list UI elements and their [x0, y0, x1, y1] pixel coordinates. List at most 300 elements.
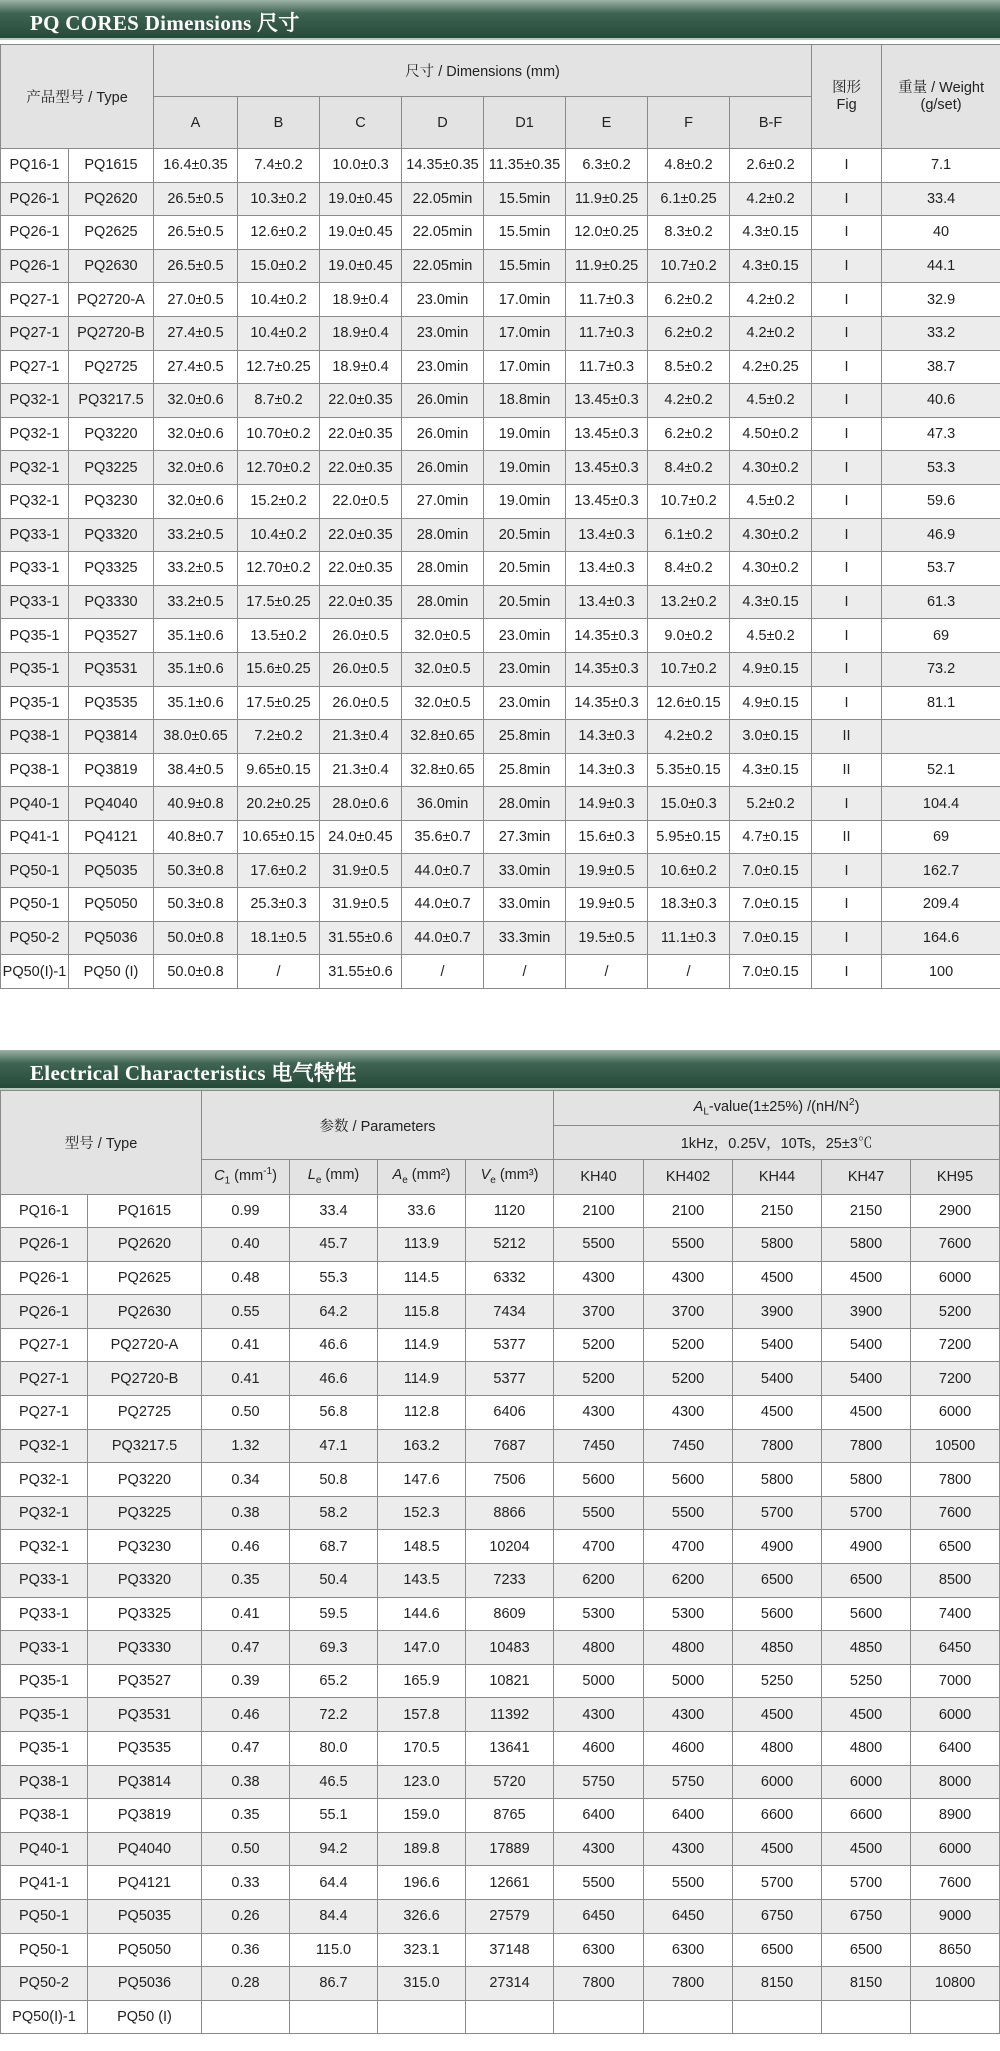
dim-header-fig-line2: Fig: [836, 96, 857, 113]
ve-cell: 6332: [466, 1261, 554, 1295]
kh47-cell: 6500: [822, 1933, 911, 1967]
d1-cell: 15.5min: [484, 216, 566, 250]
part-number-cell: PQ41-1: [1, 1866, 88, 1900]
table-row: [1, 1967, 1000, 2001]
table-row: [1, 619, 1000, 653]
kh95-cell: 6000: [911, 1396, 1000, 1430]
type-cell: PQ50 (I): [69, 955, 154, 989]
ae-cell: 143.5: [378, 1564, 466, 1598]
c1-cell: 0.55: [202, 1295, 290, 1329]
weight-cell: 209.4: [882, 888, 1000, 922]
c-cell: 31.9±0.5: [320, 888, 402, 922]
table-row: [1, 753, 1000, 787]
d1-cell: 20.5min: [484, 552, 566, 586]
a-cell: 40.8±0.7: [154, 820, 238, 854]
elec-col-ae: [378, 1160, 466, 1195]
c1-cell: 0.35: [202, 1564, 290, 1598]
b-cell: 12.70±0.2: [238, 451, 320, 485]
d1-cell: 20.5min: [484, 518, 566, 552]
c1-cell: 0.50: [202, 1396, 290, 1430]
e-cell: 11.9±0.25: [566, 249, 648, 283]
c-cell: 31.55±0.6: [320, 921, 402, 955]
type-cell: PQ50 (I): [88, 2000, 202, 2034]
e-cell: 19.5±0.5: [566, 921, 648, 955]
al-superscript: 2: [849, 1097, 855, 1109]
b-cell: 15.2±0.2: [238, 484, 320, 518]
kh47-cell: 5700: [822, 1496, 911, 1530]
ve-cell: 7434: [466, 1295, 554, 1329]
fig-cell: II: [812, 753, 882, 787]
b-f-cell: 4.3±0.15: [730, 585, 812, 619]
b-cell: 18.1±0.5: [238, 921, 320, 955]
kh95-cell: 2900: [911, 1194, 1000, 1228]
weight-cell: 32.9: [882, 283, 1000, 317]
kh44-cell: 4500: [733, 1832, 822, 1866]
d1-cell: 27.3min: [484, 820, 566, 854]
d1-cell: 17.0min: [484, 350, 566, 384]
b-f-cell: 4.9±0.15: [730, 652, 812, 686]
kh47-cell: 5250: [822, 1664, 911, 1698]
table-row: [1, 1933, 1000, 1967]
kh44-cell: 6500: [733, 1933, 822, 1967]
le-cell: 64.4: [290, 1866, 378, 1900]
le-unit: (mm): [321, 1167, 360, 1184]
c1-cell: 0.41: [202, 1362, 290, 1396]
part-number-cell: PQ50-1: [1, 1899, 88, 1933]
table-row: [1, 1564, 1000, 1598]
b-cell: 10.4±0.2: [238, 316, 320, 350]
kh40-cell: 6450: [554, 1899, 644, 1933]
ve-cell: 8765: [466, 1799, 554, 1833]
dim-header-weight-line1: 重量 / Weight: [898, 79, 985, 96]
weight-cell: 47.3: [882, 417, 1000, 451]
a-cell: 16.4±0.35: [154, 149, 238, 183]
type-cell: PQ3230: [69, 484, 154, 518]
part-number-cell: PQ35-1: [1, 1664, 88, 1698]
kh95-cell: 6400: [911, 1732, 1000, 1766]
d1-cell: 11.35±0.35: [484, 149, 566, 183]
kh47-cell: 6600: [822, 1799, 911, 1833]
kh40-cell: 4300: [554, 1832, 644, 1866]
type-cell: PQ2720-A: [88, 1328, 202, 1362]
f-cell: 8.4±0.2: [648, 552, 730, 586]
kh47-cell: 6750: [822, 1899, 911, 1933]
kh402-cell: 5200: [644, 1328, 733, 1362]
table-row: [1, 854, 1000, 888]
fig-cell: I: [812, 484, 882, 518]
f-cell: 10.7±0.2: [648, 249, 730, 283]
table-row: [1, 316, 1000, 350]
weight-cell: 61.3: [882, 585, 1000, 619]
ve-cell: 7687: [466, 1429, 554, 1463]
type-cell: PQ2630: [69, 249, 154, 283]
kh40-cell: 5300: [554, 1597, 644, 1631]
part-number-cell: PQ26-1: [1, 249, 69, 283]
part-number-cell: PQ50-1: [1, 854, 69, 888]
b-f-cell: 4.9±0.15: [730, 686, 812, 720]
a-cell: 26.5±0.5: [154, 182, 238, 216]
kh40-cell: 4300: [554, 1261, 644, 1295]
b-cell: 10.4±0.2: [238, 518, 320, 552]
part-number-cell: PQ26-1: [1, 1295, 88, 1329]
ve-cell: 5720: [466, 1765, 554, 1799]
c1-cell: 0.99: [202, 1194, 290, 1228]
e-cell: 14.35±0.3: [566, 652, 648, 686]
d1-cell: 17.0min: [484, 316, 566, 350]
b-f-cell: 4.2±0.2: [730, 316, 812, 350]
kh44-cell: 4500: [733, 1396, 822, 1430]
table-row: [1, 1228, 1000, 1262]
a-cell: 40.9±0.8: [154, 787, 238, 821]
kh44-cell: 5800: [733, 1228, 822, 1262]
a-cell: 35.1±0.6: [154, 652, 238, 686]
ae-cell: 148.5: [378, 1530, 466, 1564]
fig-cell: I: [812, 854, 882, 888]
elec-col-ve: [466, 1160, 554, 1195]
weight-cell: 44.1: [882, 249, 1000, 283]
part-number-cell: PQ33-1: [1, 552, 69, 586]
c-cell: 24.0±0.45: [320, 820, 402, 854]
table-row: [1, 787, 1000, 821]
part-number-cell: PQ35-1: [1, 619, 69, 653]
kh44-cell: 2150: [733, 1194, 822, 1228]
part-number-cell: PQ50-1: [1, 888, 69, 922]
d1-cell: 19.0min: [484, 417, 566, 451]
kh95-cell: 6450: [911, 1631, 1000, 1665]
kh402-cell: 5000: [644, 1664, 733, 1698]
a-cell: 50.0±0.8: [154, 955, 238, 989]
kh47-cell: 2150: [822, 1194, 911, 1228]
a-cell: 33.2±0.5: [154, 585, 238, 619]
elec-col-kh47: KH47: [822, 1160, 911, 1195]
part-number-cell: PQ33-1: [1, 585, 69, 619]
d-cell: 32.0±0.5: [402, 619, 484, 653]
le-cell: 68.7: [290, 1530, 378, 1564]
b-f-cell: 4.5±0.2: [730, 384, 812, 418]
part-number-cell: PQ32-1: [1, 484, 69, 518]
type-cell: PQ3814: [88, 1765, 202, 1799]
kh402-cell: 5750: [644, 1765, 733, 1799]
ve-cell: 7233: [466, 1564, 554, 1598]
c-cell: 31.9±0.5: [320, 854, 402, 888]
type-cell: PQ5050: [88, 1933, 202, 1967]
ae-subscript: e: [402, 1175, 408, 1187]
ve-cell: 7506: [466, 1463, 554, 1497]
kh44-cell: 4500: [733, 1261, 822, 1295]
kh40-cell: 4600: [554, 1732, 644, 1766]
kh44-cell: 5700: [733, 1866, 822, 1900]
elec-header-type: 型号 / Type: [1, 1091, 202, 1195]
le-cell: 46.5: [290, 1765, 378, 1799]
le-cell: 86.7: [290, 1967, 378, 2001]
d-cell: 32.8±0.65: [402, 720, 484, 754]
table-row: [1, 1866, 1000, 1900]
part-number-cell: PQ27-1: [1, 1328, 88, 1362]
kh95-cell: 8500: [911, 1564, 1000, 1598]
c-cell: 22.0±0.35: [320, 384, 402, 418]
fig-cell: I: [812, 686, 882, 720]
kh402-cell: 6400: [644, 1799, 733, 1833]
b-f-cell: 2.6±0.2: [730, 149, 812, 183]
part-number-cell: PQ38-1: [1, 1765, 88, 1799]
kh95-cell: 10800: [911, 1967, 1000, 2001]
le-cell: 45.7: [290, 1228, 378, 1262]
dim-col-e: E: [566, 97, 648, 149]
type-cell: PQ3527: [69, 619, 154, 653]
part-number-cell: PQ40-1: [1, 787, 69, 821]
kh44-cell: 5400: [733, 1328, 822, 1362]
d1-cell: 23.0min: [484, 652, 566, 686]
le-cell: 80.0: [290, 1732, 378, 1766]
part-number-cell: PQ32-1: [1, 1496, 88, 1530]
ve-cell: 6406: [466, 1396, 554, 1430]
dim-col-a: A: [154, 97, 238, 149]
c-cell: 21.3±0.4: [320, 720, 402, 754]
d1-cell: 28.0min: [484, 787, 566, 821]
kh402-cell: 5500: [644, 1228, 733, 1262]
weight-cell: 69: [882, 619, 1000, 653]
type-cell: PQ4121: [88, 1866, 202, 1900]
c1-cell: 0.41: [202, 1597, 290, 1631]
table-row: [1, 182, 1000, 216]
kh47-cell: 7800: [822, 1429, 911, 1463]
fig-cell: I: [812, 451, 882, 485]
d-cell: 23.0min: [402, 283, 484, 317]
part-number-cell: PQ35-1: [1, 1698, 88, 1732]
d1-cell: 25.8min: [484, 753, 566, 787]
table-row: [1, 585, 1000, 619]
le-subscript: e: [315, 1175, 322, 1187]
kh402-cell: 4600: [644, 1732, 733, 1766]
e-cell: 14.3±0.3: [566, 753, 648, 787]
part-number-cell: PQ27-1: [1, 1362, 88, 1396]
kh47-cell: 4850: [822, 1631, 911, 1665]
part-number-cell: PQ32-1: [1, 451, 69, 485]
a-cell: 38.0±0.65: [154, 720, 238, 754]
b-cell: 20.2±0.25: [238, 787, 320, 821]
c1-cell: 0.40: [202, 1228, 290, 1262]
weight-cell: 59.6: [882, 484, 1000, 518]
kh40-cell: 6300: [554, 1933, 644, 1967]
kh95-cell: 6000: [911, 1261, 1000, 1295]
kh40-cell: 3700: [554, 1295, 644, 1329]
dim-header-fig: [812, 45, 882, 149]
kh44-cell: 5400: [733, 1362, 822, 1396]
kh40-cell: 7800: [554, 1967, 644, 2001]
kh95-cell: 7200: [911, 1362, 1000, 1396]
f-cell: 18.3±0.3: [648, 888, 730, 922]
f-cell: 10.7±0.2: [648, 652, 730, 686]
b-cell: 10.65±0.15: [238, 820, 320, 854]
le-cell: 46.6: [290, 1362, 378, 1396]
kh47-cell: [822, 2000, 911, 2034]
kh40-cell: 5000: [554, 1664, 644, 1698]
type-cell: PQ2625: [69, 216, 154, 250]
weight-cell: 46.9: [882, 518, 1000, 552]
table-row: [1, 1799, 1000, 1833]
a-cell: 27.4±0.5: [154, 316, 238, 350]
ae-cell: 163.2: [378, 1429, 466, 1463]
part-number-cell: PQ26-1: [1, 1261, 88, 1295]
type-cell: PQ1615: [88, 1194, 202, 1228]
ae-cell: 114.9: [378, 1362, 466, 1396]
f-cell: 11.1±0.3: [648, 921, 730, 955]
elec-col-kh402: KH402: [644, 1160, 733, 1195]
c1-cell: 0.48: [202, 1261, 290, 1295]
d-cell: 26.0min: [402, 384, 484, 418]
c1-unit: (mm: [230, 1168, 264, 1185]
table-row: [1, 2000, 1000, 2034]
table-row: [1, 451, 1000, 485]
table-row: [1, 283, 1000, 317]
ae-cell: 159.0: [378, 1799, 466, 1833]
kh44-cell: 6600: [733, 1799, 822, 1833]
kh40-cell: 5500: [554, 1228, 644, 1262]
c-cell: 19.0±0.45: [320, 216, 402, 250]
electrical-section-banner: [0, 1050, 1000, 1090]
d-cell: 26.0min: [402, 451, 484, 485]
kh95-cell: 8650: [911, 1933, 1000, 1967]
kh47-cell: 6000: [822, 1765, 911, 1799]
f-cell: 10.7±0.2: [648, 484, 730, 518]
fig-cell: I: [812, 249, 882, 283]
type-cell: PQ3814: [69, 720, 154, 754]
ve-cell: 10821: [466, 1664, 554, 1698]
c1-cell: 0.47: [202, 1631, 290, 1665]
fig-cell: I: [812, 518, 882, 552]
a-cell: 50.0±0.8: [154, 921, 238, 955]
le-cell: 69.3: [290, 1631, 378, 1665]
ve-cell: 27314: [466, 1967, 554, 2001]
c1-cell: 0.39: [202, 1664, 290, 1698]
kh95-cell: 6000: [911, 1832, 1000, 1866]
b-cell: 12.70±0.2: [238, 552, 320, 586]
ae-unit: (mm²): [407, 1167, 451, 1184]
part-number-cell: PQ35-1: [1, 1732, 88, 1766]
ve-cell: 27579: [466, 1899, 554, 1933]
f-cell: 5.95±0.15: [648, 820, 730, 854]
d1-cell: 20.5min: [484, 585, 566, 619]
dimensions-section-title: PQ CORES Dimensions 尺寸: [30, 11, 300, 35]
c-cell: 22.0±0.35: [320, 451, 402, 485]
type-cell: PQ3220: [69, 417, 154, 451]
kh95-cell: 7600: [911, 1496, 1000, 1530]
e-cell: 13.4±0.3: [566, 585, 648, 619]
f-cell: 8.4±0.2: [648, 451, 730, 485]
kh44-cell: 4850: [733, 1631, 822, 1665]
c1-cell: [202, 2000, 290, 2034]
le-symbol: L: [307, 1167, 316, 1184]
c1-cell: 0.46: [202, 1698, 290, 1732]
part-number-cell: PQ38-1: [1, 1799, 88, 1833]
c1-cell: 0.36: [202, 1933, 290, 1967]
table-row: [1, 1396, 1000, 1430]
a-cell: 50.3±0.8: [154, 854, 238, 888]
type-cell: PQ2720-A: [69, 283, 154, 317]
type-cell: PQ3531: [88, 1698, 202, 1732]
kh40-cell: 5500: [554, 1496, 644, 1530]
b-f-cell: 4.3±0.15: [730, 753, 812, 787]
b-f-cell: 4.7±0.15: [730, 820, 812, 854]
type-cell: PQ3217.5: [69, 384, 154, 418]
c-cell: 26.0±0.5: [320, 652, 402, 686]
c1-cell: 0.50: [202, 1832, 290, 1866]
kh40-cell: 4300: [554, 1698, 644, 1732]
table-row: [1, 1597, 1000, 1631]
le-cell: 58.2: [290, 1496, 378, 1530]
b-f-cell: 7.0±0.15: [730, 955, 812, 989]
d-cell: 32.0±0.5: [402, 686, 484, 720]
ae-cell: 144.6: [378, 1597, 466, 1631]
kh44-cell: 4900: [733, 1530, 822, 1564]
d-cell: 22.05min: [402, 249, 484, 283]
ve-cell: 10483: [466, 1631, 554, 1665]
b-f-cell: 4.5±0.2: [730, 484, 812, 518]
table-row: [1, 955, 1000, 989]
elec-header-params-group: 参数 / Parameters: [202, 1091, 554, 1160]
b-f-cell: 7.0±0.15: [730, 888, 812, 922]
ve-cell: 12661: [466, 1866, 554, 1900]
b-f-cell: 7.0±0.15: [730, 854, 812, 888]
c-cell: 22.0±0.35: [320, 417, 402, 451]
fig-cell: I: [812, 149, 882, 183]
e-cell: 11.9±0.25: [566, 182, 648, 216]
table-row: [1, 1899, 1000, 1933]
f-cell: 10.6±0.2: [648, 854, 730, 888]
weight-cell: 33.4: [882, 182, 1000, 216]
fig-cell: I: [812, 787, 882, 821]
part-number-cell: PQ50-2: [1, 1967, 88, 2001]
type-cell: PQ2720-B: [69, 316, 154, 350]
part-number-cell: PQ50(I)-1: [1, 2000, 88, 2034]
table-row: [1, 888, 1000, 922]
fig-cell: II: [812, 720, 882, 754]
type-cell: PQ2630: [88, 1295, 202, 1329]
type-cell: PQ3531: [69, 652, 154, 686]
kh95-cell: 10500: [911, 1429, 1000, 1463]
ve-cell: 11392: [466, 1698, 554, 1732]
b-f-cell: 4.30±0.2: [730, 552, 812, 586]
f-cell: 6.1±0.25: [648, 182, 730, 216]
ae-cell: 147.0: [378, 1631, 466, 1665]
weight-cell: 7.1: [882, 149, 1000, 183]
kh44-cell: 3900: [733, 1295, 822, 1329]
fig-cell: I: [812, 384, 882, 418]
part-number-cell: PQ32-1: [1, 384, 69, 418]
type-cell: PQ3325: [69, 552, 154, 586]
e-cell: /: [566, 955, 648, 989]
le-cell: 59.5: [290, 1597, 378, 1631]
e-cell: 11.7±0.3: [566, 350, 648, 384]
d-cell: 26.0min: [402, 417, 484, 451]
b-cell: 10.4±0.2: [238, 283, 320, 317]
ve-subscript: e: [490, 1175, 496, 1187]
c1-cell: 0.26: [202, 1899, 290, 1933]
c1-symbol: C: [214, 1168, 225, 1185]
ve-cell: 8866: [466, 1496, 554, 1530]
kh47-cell: 3900: [822, 1295, 911, 1329]
table-row: [1, 518, 1000, 552]
d1-cell: 33.0min: [484, 888, 566, 922]
table-row: [1, 1698, 1000, 1732]
kh44-cell: 5800: [733, 1463, 822, 1497]
type-cell: PQ3330: [88, 1631, 202, 1665]
b-cell: 9.65±0.15: [238, 753, 320, 787]
part-number-cell: PQ33-1: [1, 1597, 88, 1631]
d-cell: 14.35±0.35: [402, 149, 484, 183]
type-cell: PQ5050: [69, 888, 154, 922]
weight-cell: 73.2: [882, 652, 1000, 686]
